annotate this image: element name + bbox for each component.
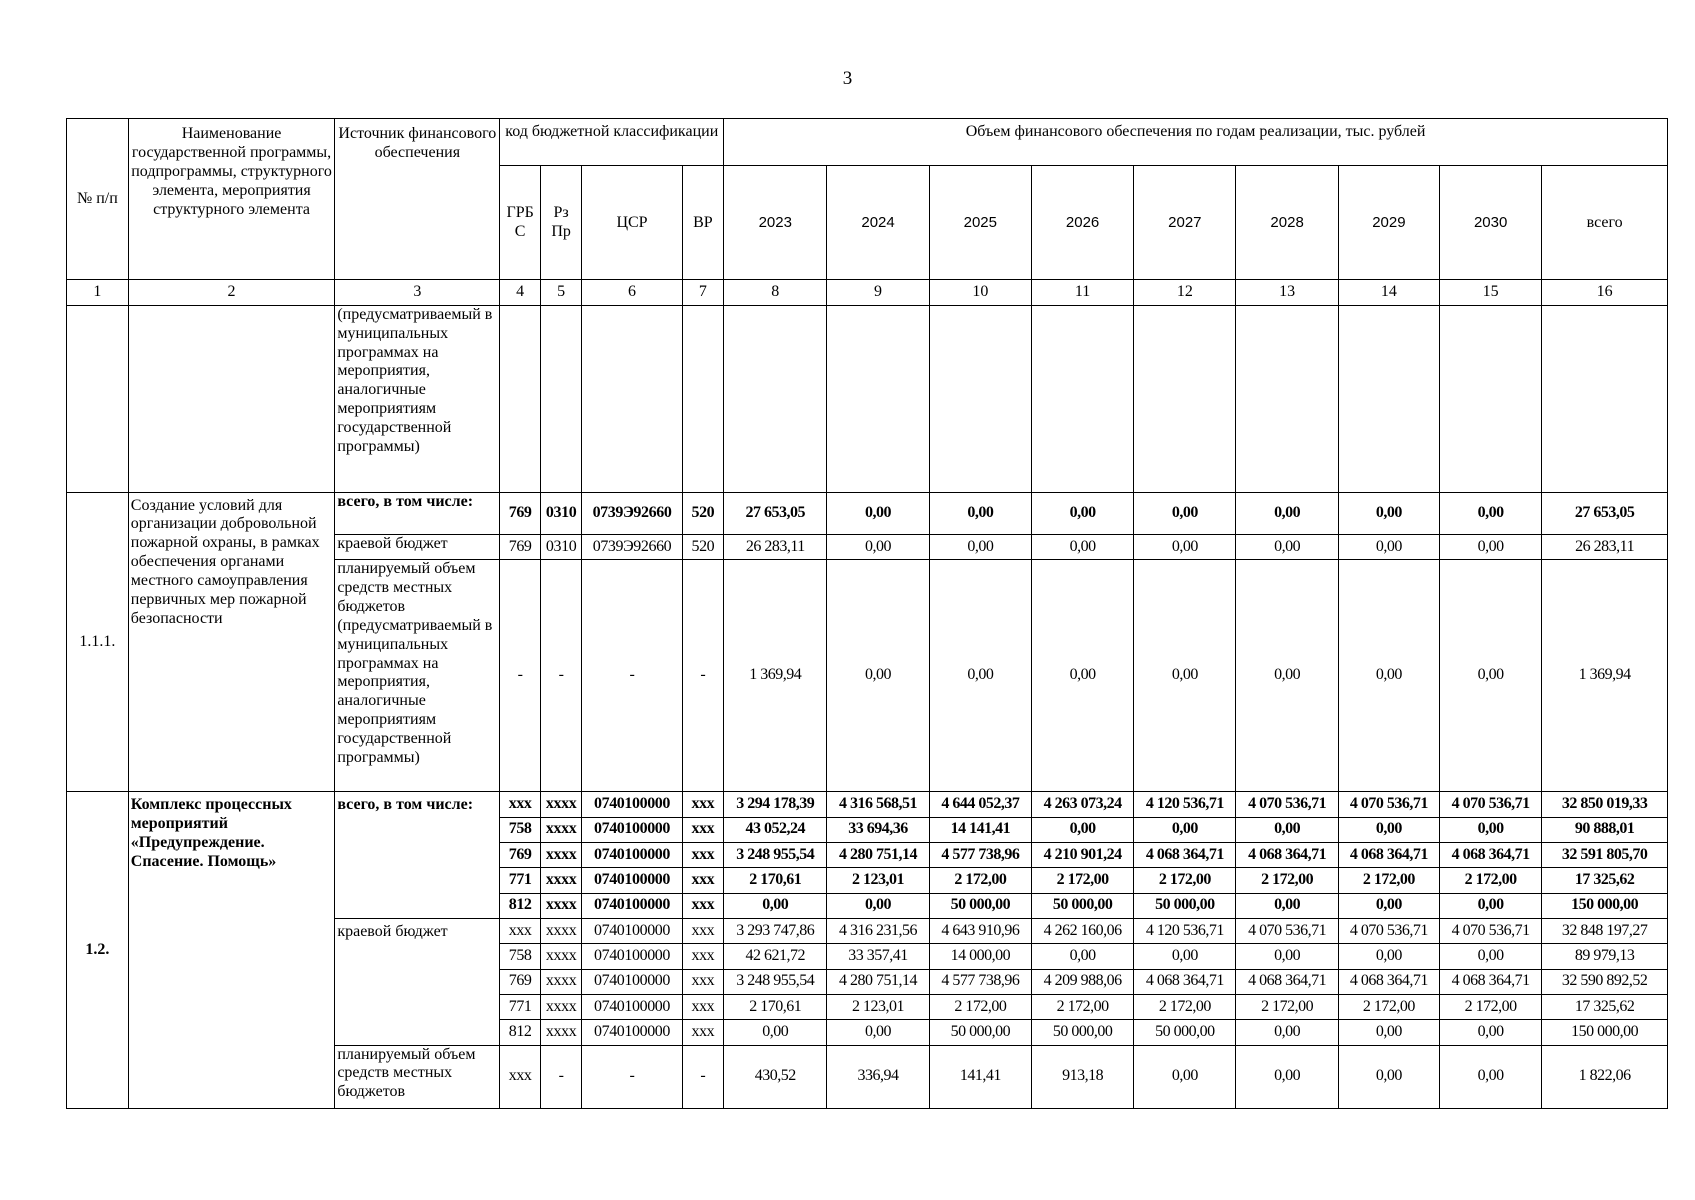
year-value-cell: 0,00 (1236, 560, 1338, 792)
grbs-cell: ххх (500, 1045, 541, 1108)
year-value-cell: 0,00 (1440, 944, 1542, 969)
year-value-cell: 0,00 (1031, 944, 1133, 969)
vr-cell: ххх (682, 1020, 724, 1045)
year-value-cell: 0,00 (1236, 1045, 1338, 1108)
empty-cell (827, 305, 929, 492)
header-year: 2024 (827, 166, 929, 280)
total-value-cell: 17 325,62 (1542, 994, 1668, 1019)
header-year: 2027 (1134, 166, 1236, 280)
table-row (67, 792, 1668, 817)
year-value-cell: 26 283,11 (724, 534, 827, 559)
item-number: 1.2. (67, 792, 129, 1109)
year-value-cell: 0,00 (1031, 560, 1133, 792)
year-value-cell: 4 210 901,24 (1031, 842, 1133, 867)
header-volume: Объем финансового обеспечения по годам реализации, тыс. рублей (724, 119, 1668, 166)
year-value-cell: 50 000,00 (1031, 1020, 1133, 1045)
vr-cell: ххх (682, 944, 724, 969)
empty-cell (582, 305, 682, 492)
header-csr: ЦСР (582, 166, 682, 280)
year-value-cell: 0,00 (1236, 893, 1338, 918)
year-value-cell: 4 068 364,71 (1236, 969, 1338, 994)
grbs-cell: 758 (500, 944, 541, 969)
year-value-cell: 0,00 (1338, 1020, 1439, 1045)
year-value-cell: 2 172,00 (1031, 868, 1133, 893)
year-value-cell: 0,00 (827, 534, 929, 559)
year-value-cell: 50 000,00 (1134, 1020, 1236, 1045)
page-number: 3 (842, 68, 853, 89)
total-value-cell: 17 325,62 (1542, 868, 1668, 893)
vr-cell: ххх (682, 893, 724, 918)
column-number: 13 (1236, 280, 1338, 305)
year-value-cell: 4 263 073,24 (1031, 792, 1133, 817)
year-value-cell: 0,00 (1440, 1020, 1542, 1045)
rzpr-cell: хххх (540, 994, 582, 1019)
grbs-cell: 769 (500, 842, 541, 867)
rzpr-cell: 0310 (540, 534, 582, 559)
year-value-cell: 0,00 (1236, 944, 1338, 969)
total-value-cell: 27 653,05 (1542, 492, 1668, 534)
csr-cell: 0739Э92660 (582, 492, 682, 534)
year-value-cell: 4 120 536,71 (1134, 918, 1236, 943)
rzpr-cell: хххх (540, 868, 582, 893)
year-value-cell: 3 248 955,54 (724, 842, 827, 867)
year-value-cell: 0,00 (1134, 1045, 1236, 1108)
year-value-cell: 4 262 160,06 (1031, 918, 1133, 943)
year-value-cell: 50 000,00 (1134, 893, 1236, 918)
year-value-cell: 4 070 536,71 (1440, 918, 1542, 943)
year-value-cell: 50 000,00 (929, 893, 1031, 918)
year-value-cell: 0,00 (1440, 560, 1542, 792)
year-value-cell: 4 070 536,71 (1338, 792, 1439, 817)
rzpr-cell: хххх (540, 842, 582, 867)
source-cell: (предусматриваемый в муниципальных программах на мероприятия, аналогичные мероприятиям государственной программы) (335, 305, 500, 492)
vr-cell: 520 (682, 534, 724, 559)
column-number: 15 (1440, 280, 1542, 305)
year-value-cell: 43 052,24 (724, 817, 827, 842)
item-number: 1.1.1. (67, 492, 129, 792)
grbs-cell: 771 (500, 868, 541, 893)
year-value-cell: 0,00 (1031, 534, 1133, 559)
year-value-cell: 913,18 (1031, 1045, 1133, 1108)
vr-cell: 520 (682, 492, 724, 534)
total-value-cell: 32 850 019,33 (1542, 792, 1668, 817)
grbs-cell: 769 (500, 534, 541, 559)
total-value-cell: 32 848 197,27 (1542, 918, 1668, 943)
column-number: 2 (128, 280, 335, 305)
table-row (67, 492, 1668, 534)
header-grbs: ГРБ С (500, 166, 541, 280)
empty-cell (1134, 305, 1236, 492)
column-number: 5 (540, 280, 582, 305)
year-value-cell: 0,00 (1338, 560, 1439, 792)
csr-cell: 0740100000 (582, 1020, 682, 1045)
year-value-cell: 0,00 (724, 893, 827, 918)
vr-cell: - (682, 1045, 724, 1108)
year-value-cell: 1 369,94 (724, 560, 827, 792)
total-value-cell: 32 590 892,52 (1542, 969, 1668, 994)
header-year: 2023 (724, 166, 827, 280)
rzpr-cell: хххх (540, 893, 582, 918)
year-value-cell: 0,00 (1031, 492, 1133, 534)
year-value-cell: 4 068 364,71 (1440, 842, 1542, 867)
empty-cell (67, 305, 129, 492)
year-value-cell: 2 172,00 (1236, 868, 1338, 893)
header-vr: ВР (682, 166, 724, 280)
year-value-cell: 0,00 (1236, 534, 1338, 559)
year-value-cell: 2 172,00 (1338, 994, 1439, 1019)
year-value-cell: 2 170,61 (724, 868, 827, 893)
column-number: 12 (1134, 280, 1236, 305)
empty-cell (540, 305, 582, 492)
column-number: 7 (682, 280, 724, 305)
item-name: Комплекс процессных мероприятий «Предупреждение. Спасение. Помощь» (128, 792, 335, 1109)
total-value-cell: 150 000,00 (1542, 893, 1668, 918)
rzpr-cell: хххх (540, 969, 582, 994)
csr-cell: 0740100000 (582, 792, 682, 817)
total-value-cell: 1 369,94 (1542, 560, 1668, 792)
year-value-cell: 0,00 (929, 492, 1031, 534)
year-value-cell: 3 248 955,54 (724, 969, 827, 994)
empty-cell (1031, 305, 1133, 492)
header-col-source: Источник финансового обеспечения (335, 119, 500, 280)
year-value-cell: 0,00 (1338, 944, 1439, 969)
empty-cell (128, 305, 335, 492)
year-value-cell: 0,00 (827, 893, 929, 918)
header-budget-code: код бюджетной классификации (500, 119, 724, 166)
year-value-cell: 2 172,00 (1440, 994, 1542, 1019)
grbs-cell: 812 (500, 893, 541, 918)
year-value-cell: 0,00 (1236, 1020, 1338, 1045)
year-value-cell: 336,94 (827, 1045, 929, 1108)
year-value-cell: 2 172,00 (1134, 994, 1236, 1019)
rzpr-cell: хххх (540, 918, 582, 943)
csr-cell: - (582, 1045, 682, 1108)
total-value-cell: 32 591 805,70 (1542, 842, 1668, 867)
total-value-cell: 26 283,11 (1542, 534, 1668, 559)
csr-cell: 0740100000 (582, 817, 682, 842)
csr-cell: 0740100000 (582, 868, 682, 893)
year-value-cell: 0,00 (827, 492, 929, 534)
year-value-cell: 0,00 (1134, 492, 1236, 534)
source-cell: всего, в том числе: (335, 492, 500, 534)
year-value-cell: 14 141,41 (929, 817, 1031, 842)
grbs-cell: ххх (500, 792, 541, 817)
year-value-cell: 4 070 536,71 (1338, 918, 1439, 943)
year-value-cell: 3 294 178,39 (724, 792, 827, 817)
grbs-cell: 769 (500, 969, 541, 994)
year-value-cell: 0,00 (1440, 893, 1542, 918)
header-year: 2029 (1338, 166, 1439, 280)
year-value-cell: 0,00 (1236, 492, 1338, 534)
csr-cell: 0740100000 (582, 842, 682, 867)
column-number: 4 (500, 280, 541, 305)
vr-cell: ххх (682, 969, 724, 994)
year-value-cell: 42 621,72 (724, 944, 827, 969)
year-value-cell: 2 172,00 (929, 868, 1031, 893)
year-value-cell: 3 293 747,86 (724, 918, 827, 943)
empty-cell (500, 305, 541, 492)
year-value-cell: 4 644 052,37 (929, 792, 1031, 817)
year-value-cell: 4 209 988,06 (1031, 969, 1133, 994)
year-value-cell: 0,00 (1338, 817, 1439, 842)
year-value-cell: 0,00 (929, 560, 1031, 792)
empty-cell (1440, 305, 1542, 492)
year-value-cell: 50 000,00 (929, 1020, 1031, 1045)
year-value-cell: 4 070 536,71 (1440, 792, 1542, 817)
source-cell: краевой бюджет (335, 918, 500, 1045)
header-total: всего (1542, 166, 1668, 280)
year-value-cell: 2 172,00 (1236, 994, 1338, 1019)
column-number: 14 (1338, 280, 1439, 305)
year-value-cell: 2 123,01 (827, 994, 929, 1019)
source-cell: всего, в том числе: (335, 792, 500, 919)
vr-cell: ххх (682, 994, 724, 1019)
year-value-cell: 0,00 (1031, 817, 1133, 842)
year-value-cell: 0,00 (1236, 817, 1338, 842)
column-number: 1 (67, 280, 129, 305)
year-value-cell: 33 694,36 (827, 817, 929, 842)
source-cell: планируемый объем средств местных бюджетов (предусматриваемый в муниципальных программах на мероприятия, аналогичные мероприятиям государственной программы) (335, 560, 500, 792)
year-value-cell: 0,00 (827, 1020, 929, 1045)
year-value-cell: 4 068 364,71 (1236, 842, 1338, 867)
rzpr-cell: - (540, 1045, 582, 1108)
year-value-cell: 14 000,00 (929, 944, 1031, 969)
header-year: 2026 (1031, 166, 1133, 280)
item-name: Создание условий для организации добровольной пожарной охраны, в рамках обеспечения органами местного самоуправления первичных мер пожарной безопасности (128, 492, 335, 792)
year-value-cell: 4 120 536,71 (1134, 792, 1236, 817)
year-value-cell: 0,00 (1338, 893, 1439, 918)
vr-cell: ххх (682, 817, 724, 842)
source-cell: краевой бюджет (335, 534, 500, 559)
year-value-cell: 0,00 (724, 1020, 827, 1045)
grbs-cell: 758 (500, 817, 541, 842)
year-value-cell: 4 070 536,71 (1236, 792, 1338, 817)
year-value-cell: 4 316 568,51 (827, 792, 929, 817)
year-value-cell: 2 172,00 (1134, 868, 1236, 893)
year-value-cell: 4 068 364,71 (1134, 969, 1236, 994)
year-value-cell: 0,00 (929, 534, 1031, 559)
empty-cell (929, 305, 1031, 492)
grbs-cell: 771 (500, 994, 541, 1019)
empty-cell (682, 305, 724, 492)
year-value-cell: 0,00 (1134, 944, 1236, 969)
year-value-cell: 2 170,61 (724, 994, 827, 1019)
year-value-cell: 4 068 364,71 (1338, 842, 1439, 867)
year-value-cell: 0,00 (1134, 817, 1236, 842)
csr-cell: 0740100000 (582, 969, 682, 994)
grbs-cell: - (500, 560, 541, 792)
year-value-cell: 0,00 (1440, 817, 1542, 842)
rzpr-cell: 0310 (540, 492, 582, 534)
vr-cell: - (682, 560, 724, 792)
year-value-cell: 0,00 (1338, 492, 1439, 534)
year-value-cell: 4 316 231,56 (827, 918, 929, 943)
grbs-cell: ххх (500, 918, 541, 943)
csr-cell: 0740100000 (582, 893, 682, 918)
year-value-cell: 4 577 738,96 (929, 969, 1031, 994)
vr-cell: ххх (682, 842, 724, 867)
column-number: 9 (827, 280, 929, 305)
column-number-row (67, 280, 1668, 305)
empty-cell (1338, 305, 1439, 492)
year-value-cell: 141,41 (929, 1045, 1031, 1108)
year-value-cell: 4 068 364,71 (1338, 969, 1439, 994)
csr-cell: 0739Э92660 (582, 534, 682, 559)
header-year: 2028 (1236, 166, 1338, 280)
header-row-1 (67, 119, 1668, 166)
column-number: 10 (929, 280, 1031, 305)
vr-cell: ххх (682, 918, 724, 943)
year-value-cell: 0,00 (1134, 560, 1236, 792)
year-value-cell: 4 070 536,71 (1236, 918, 1338, 943)
year-value-cell: 4 068 364,71 (1440, 969, 1542, 994)
year-value-cell: 50 000,00 (1031, 893, 1133, 918)
csr-cell: 0740100000 (582, 918, 682, 943)
csr-cell: - (582, 560, 682, 792)
year-value-cell: 0,00 (1440, 534, 1542, 559)
source-cell: планируемый объем средств местных бюджетов (335, 1045, 500, 1108)
rzpr-cell: хххх (540, 817, 582, 842)
vr-cell: ххх (682, 792, 724, 817)
year-value-cell: 4 643 910,96 (929, 918, 1031, 943)
year-value-cell: 0,00 (1440, 1045, 1542, 1108)
grbs-cell: 769 (500, 492, 541, 534)
year-value-cell: 4 068 364,71 (1134, 842, 1236, 867)
column-number: 3 (335, 280, 500, 305)
total-value-cell: 90 888,01 (1542, 817, 1668, 842)
year-value-cell: 2 123,01 (827, 868, 929, 893)
header-rzpr: Рз Пр (540, 166, 582, 280)
header-col-name: Наименование государственной программы, подпрограммы, структурного элемента, мероприятия структурного элемента (128, 119, 335, 280)
year-value-cell: 0,00 (827, 560, 929, 792)
csr-cell: 0740100000 (582, 944, 682, 969)
grbs-cell: 812 (500, 1020, 541, 1045)
rzpr-cell: хххх (540, 944, 582, 969)
csr-cell: 0740100000 (582, 994, 682, 1019)
total-value-cell: 150 000,00 (1542, 1020, 1668, 1045)
year-value-cell: 2 172,00 (929, 994, 1031, 1019)
column-number: 6 (582, 280, 682, 305)
year-value-cell: 33 357,41 (827, 944, 929, 969)
total-value-cell: 1 822,06 (1542, 1045, 1668, 1108)
year-value-cell: 4 577 738,96 (929, 842, 1031, 867)
empty-cell (724, 305, 827, 492)
year-value-cell: 0,00 (1134, 534, 1236, 559)
empty-cell (1236, 305, 1338, 492)
empty-cell (1542, 305, 1668, 492)
column-number: 11 (1031, 280, 1133, 305)
total-value-cell: 89 979,13 (1542, 944, 1668, 969)
year-value-cell: 4 280 751,14 (827, 969, 929, 994)
header-col-no: № п/п (67, 119, 129, 280)
rzpr-cell: хххх (540, 1020, 582, 1045)
continuation-row (67, 305, 1668, 492)
header-year: 2030 (1440, 166, 1542, 280)
year-value-cell: 4 280 751,14 (827, 842, 929, 867)
year-value-cell: 0,00 (1338, 534, 1439, 559)
column-number: 8 (724, 280, 827, 305)
year-value-cell: 430,52 (724, 1045, 827, 1108)
vr-cell: ххх (682, 868, 724, 893)
column-number: 16 (1542, 280, 1668, 305)
year-value-cell: 27 653,05 (724, 492, 827, 534)
rzpr-cell: хххх (540, 792, 582, 817)
rzpr-cell: - (540, 560, 582, 792)
year-value-cell: 0,00 (1440, 492, 1542, 534)
year-value-cell: 2 172,00 (1338, 868, 1439, 893)
year-value-cell: 2 172,00 (1031, 994, 1133, 1019)
year-value-cell: 0,00 (1338, 1045, 1439, 1108)
header-year: 2025 (929, 166, 1031, 280)
year-value-cell: 2 172,00 (1440, 868, 1542, 893)
budget-table (66, 118, 1668, 1109)
